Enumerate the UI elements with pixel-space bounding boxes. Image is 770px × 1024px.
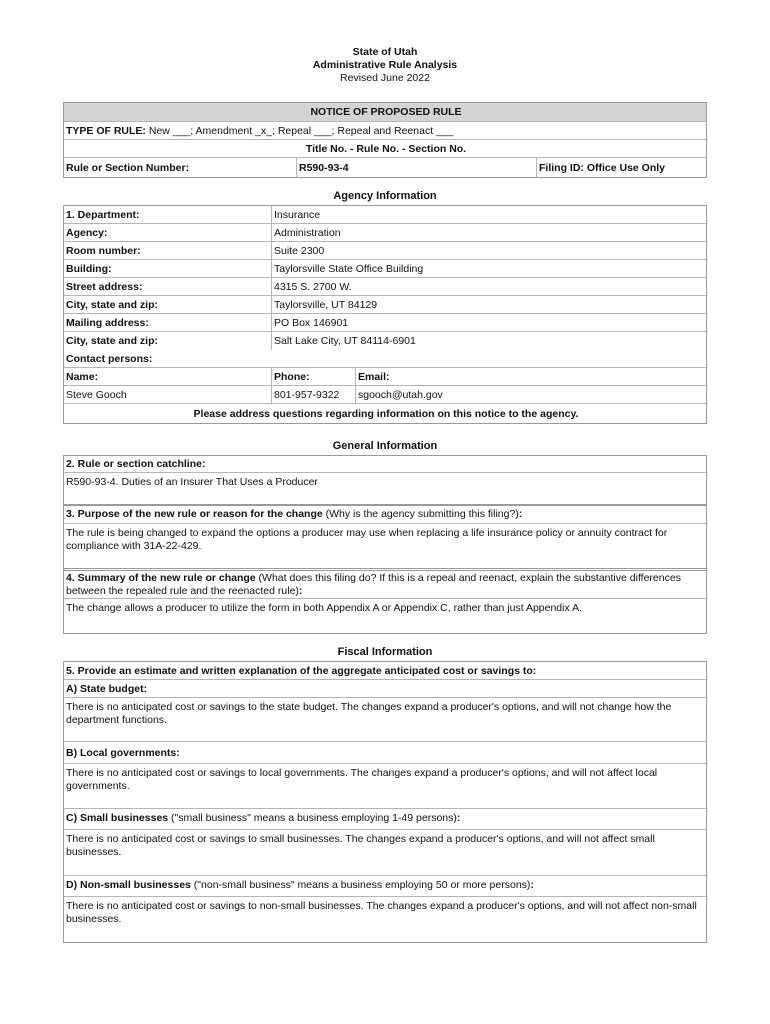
notice-title: NOTICE OF PROPOSED RULE <box>310 106 462 118</box>
agency-field-value: Insurance <box>271 206 706 223</box>
small-business-answer: There is no anticipated cost or savings to small businesses. The changes expand a producer's options, and will not affect small businesses. <box>64 830 706 876</box>
fiscal-q5-label: 5. Provide an estimate and written explanation of the aggregate anticipated cost or savings to: <box>66 664 537 677</box>
notice-table <box>63 102 707 178</box>
summary-label: 4. Summary of the new rule or change <box>66 572 256 584</box>
non-small-business-row <box>64 876 706 897</box>
local-gov-answer: There is no anticipated cost or savings to local governments. The changes expand a producer's options, and will not affect local governments. <box>64 764 706 809</box>
small-business-row <box>64 809 706 830</box>
catchline-label-row <box>64 456 706 473</box>
title-no-row <box>64 140 706 158</box>
catchline-label: 2. Rule or section catchline: <box>66 458 206 470</box>
contact-name: Steve Gooch <box>66 388 127 401</box>
contact-name-header: Name: <box>66 370 99 383</box>
agency-note-row <box>64 404 706 423</box>
type-of-rule-label: TYPE OF RULE: <box>66 124 146 137</box>
agency-field-value: Administration <box>271 224 706 241</box>
rule-number-row <box>64 158 706 177</box>
small-business-paren: ("small business" means a business employing 1-49 persons) <box>168 812 457 824</box>
agency-field-label: Mailing address: <box>66 316 149 329</box>
notice-title-row <box>64 103 706 122</box>
agency-section-title: Agency Information <box>333 190 437 202</box>
contact-email-header: Email: <box>355 368 706 385</box>
catchline-table <box>63 455 707 506</box>
state-budget-answer: There is no anticipated cost or savings to the state budget. The changes expand a producer's options, and will not change how the department functions. <box>64 698 706 742</box>
agency-field-value: Salt Lake City, UT 84114-6901 <box>271 332 706 350</box>
header-state: State of Utah <box>352 46 418 58</box>
header-title: Administrative Rule Analysis <box>312 59 458 71</box>
contact-row <box>64 386 706 404</box>
fiscal-table <box>63 661 707 943</box>
type-of-rule-row <box>64 122 706 140</box>
agency-row <box>64 296 706 314</box>
title-no-label: Title No. - Rule No. - Section No. <box>305 142 467 155</box>
contact-persons-label: Contact persons: <box>66 352 153 365</box>
agency-row <box>64 224 706 242</box>
purpose-label: 3. Purpose of the new rule or reason for the change <box>66 508 323 520</box>
agency-field-label: Room number: <box>66 244 141 257</box>
agency-field-label: Agency: <box>66 226 108 239</box>
non-small-business-label: D) Non-small businesses <box>66 879 191 891</box>
agency-field-label: 1. Department: <box>66 208 140 221</box>
purpose-label-row <box>64 505 706 524</box>
agency-note: Please address questions regarding information on this notice to the agency. <box>193 407 579 420</box>
fiscal-section-title: Fiscal Information <box>337 646 433 658</box>
type-of-rule-options: New ___; Amendment _x_; Repeal ___; Repeal and Reenact ___ <box>148 124 454 137</box>
contact-email[interactable]: sgooch@utah.gov <box>355 386 706 403</box>
agency-row <box>64 314 706 332</box>
agency-field-value: Suite 2300 <box>271 242 706 259</box>
contact-persons-row <box>64 350 706 368</box>
purpose-answer: The rule is being changed to expand the options a producer may use when replacing a life insurance policy or annuity contract for compliance with 31A-22-429. <box>66 527 668 552</box>
summary-label-row <box>64 569 706 599</box>
general-section-title: General Information <box>332 440 438 452</box>
agency-field-value: PO Box 146901 <box>271 314 706 331</box>
agency-field-value: Taylorsville State Office Building <box>271 260 706 277</box>
summary-table <box>63 568 707 634</box>
filing-id-label: Filing ID: Office Use Only <box>536 158 706 177</box>
rule-number-value: R590-93-4 <box>296 158 536 177</box>
state-budget-label: A) State budget: <box>66 682 148 695</box>
rule-number-label: Rule or Section Number: <box>66 161 190 174</box>
agency-field-value: Taylorsville, UT 84129 <box>271 296 706 313</box>
contact-header-row <box>64 368 706 386</box>
agency-row <box>64 242 706 260</box>
header-revised: Revised June 2022 <box>340 72 430 84</box>
summary-paren: (What does this filing do? If this is a repeal and reenact, explain the substantive differences between the repealed rule and the reenacted rule) <box>66 572 681 597</box>
state-budget-row <box>64 680 706 698</box>
purpose-colon: : <box>518 508 523 520</box>
small-business-colon: : <box>456 812 461 824</box>
agency-field-value: 4315 S. 2700 W. <box>271 278 706 295</box>
agency-field-label: City, state and zip: <box>66 298 158 311</box>
purpose-table <box>63 504 707 571</box>
contact-phone-header: Phone: <box>271 368 355 385</box>
local-gov-label: B) Local governments: <box>66 746 180 759</box>
contact-phone: 801-957-9322 <box>271 386 355 403</box>
non-small-business-answer: There is no anticipated cost or savings to non-small businesses. The changes expand a producer's options, and will not affect non-small businesses. <box>66 900 697 925</box>
agency-row <box>64 278 706 296</box>
local-gov-row <box>64 742 706 764</box>
fiscal-q5-row <box>64 662 706 680</box>
agency-field-label: Street address: <box>66 280 143 293</box>
agency-row <box>64 332 706 350</box>
non-small-business-paren: ("non-small business" means a business employing 50 or more persons) <box>190 879 531 891</box>
summary-answer: The change allows a producer to utilize the form in both Appendix A or Appendix C, rather than just Appendix A. <box>66 602 582 614</box>
small-business-label: C) Small businesses <box>66 812 169 824</box>
agency-table <box>63 205 707 424</box>
purpose-paren: (Why is the agency submitting this filing?) <box>322 508 519 520</box>
agency-field-label: City, state and zip: <box>66 335 158 347</box>
non-small-business-colon: : <box>530 879 534 891</box>
catchline-answer: R590-93-4. Duties of an Insurer That Uses a Producer <box>66 476 318 488</box>
agency-row <box>64 260 706 278</box>
agency-row <box>64 206 706 224</box>
summary-colon: : <box>298 585 303 597</box>
agency-field-label: Building: <box>66 262 112 275</box>
